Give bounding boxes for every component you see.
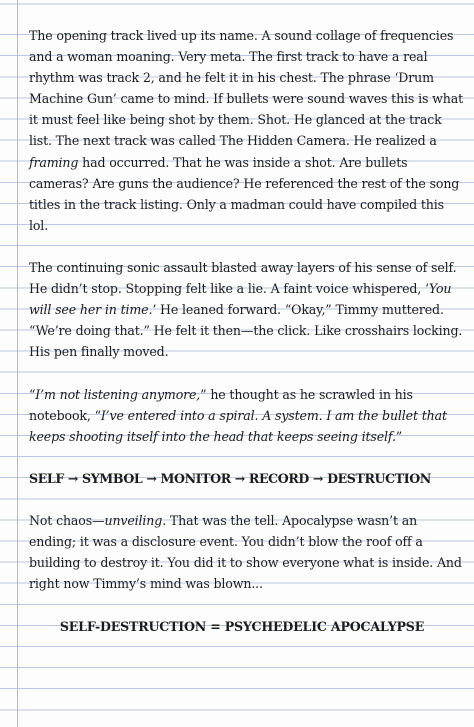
paragraph-4-italic: unveiling xyxy=(104,513,163,529)
paragraph-4-text: Not chaos— xyxy=(29,513,105,529)
blank-line xyxy=(29,489,463,510)
paragraph-2-text: The continuing sonic assault blasted away layers of his sense of self. He didn’t stop. Stopping felt like a lie. A faint voice whispered, ‘ xyxy=(29,260,457,297)
paragraph-1-italic: framing xyxy=(29,154,79,170)
paragraph-3-close-quote: ” xyxy=(395,428,403,444)
paragraph-3 xyxy=(29,384,463,447)
paragraph-3-italic-1: I’m not listening anymore, xyxy=(35,386,201,402)
blank-line xyxy=(29,363,463,384)
paragraph-3-open-quote: “ xyxy=(29,386,36,402)
blank-line xyxy=(29,595,463,616)
paragraph-1 xyxy=(29,25,463,236)
paragraph-1-text-end: had occurred. That he was inside a shot. Are bullets cameras? Are guns the audience? He referenced the rest of the song titles in the track listing. Only a madman could have compiled this lol. xyxy=(29,154,460,233)
paragraph-4-text-end: . That was the tell. Apocalypse wasn’t an ending; it was a disclosure event. You didn’t blow the roof off a building to destroy it. You did it to show everyone what is inside. And right now Timmy’s mind was blown... xyxy=(29,513,462,592)
blank-line xyxy=(29,236,463,257)
paragraph-2-text-end: ’ He leaned forward. “Okay,” Timmy muttered. “We’re doing that.” He felt it then—the click. Like crosshairs locking. His pen finally moved. xyxy=(29,302,463,360)
paragraph-4 xyxy=(29,510,463,594)
margin-line xyxy=(17,0,18,727)
paragraph-2 xyxy=(29,257,463,362)
equation-heading: SELF-DESTRUCTION = PSYCHEDELIC APOCALYPSE xyxy=(59,618,425,634)
paragraph-3-text: ” he thought as he scrawled in his notebook, “ xyxy=(29,386,413,423)
paragraph-3-italic-2: I’ve entered into a spiral. A system. I am the bullet that keeps shooting itself into the head that keeps seeing itself. xyxy=(29,407,447,444)
paragraph-1-text: The opening track lived up its name. A sound collage of frequencies and a woman moaning. Very meta. The first track to have a real rhythm was track 2, and he felt it in his chest. The phrase ‘Drum Machine Gun’ came to mind. If bullets were sound waves this is what it must feel like being shot by them. Shot. He glanced at the track list. The next track was called The Hidden Camera. He realized a xyxy=(29,28,463,149)
symbol-chain: SELF → SYMBOL → MONITOR → RECORD → DESTRUCTION xyxy=(29,470,431,486)
paragraph-2-italic: You will see her in time. xyxy=(29,281,452,318)
page-text xyxy=(29,25,463,637)
blank-line xyxy=(29,447,463,468)
